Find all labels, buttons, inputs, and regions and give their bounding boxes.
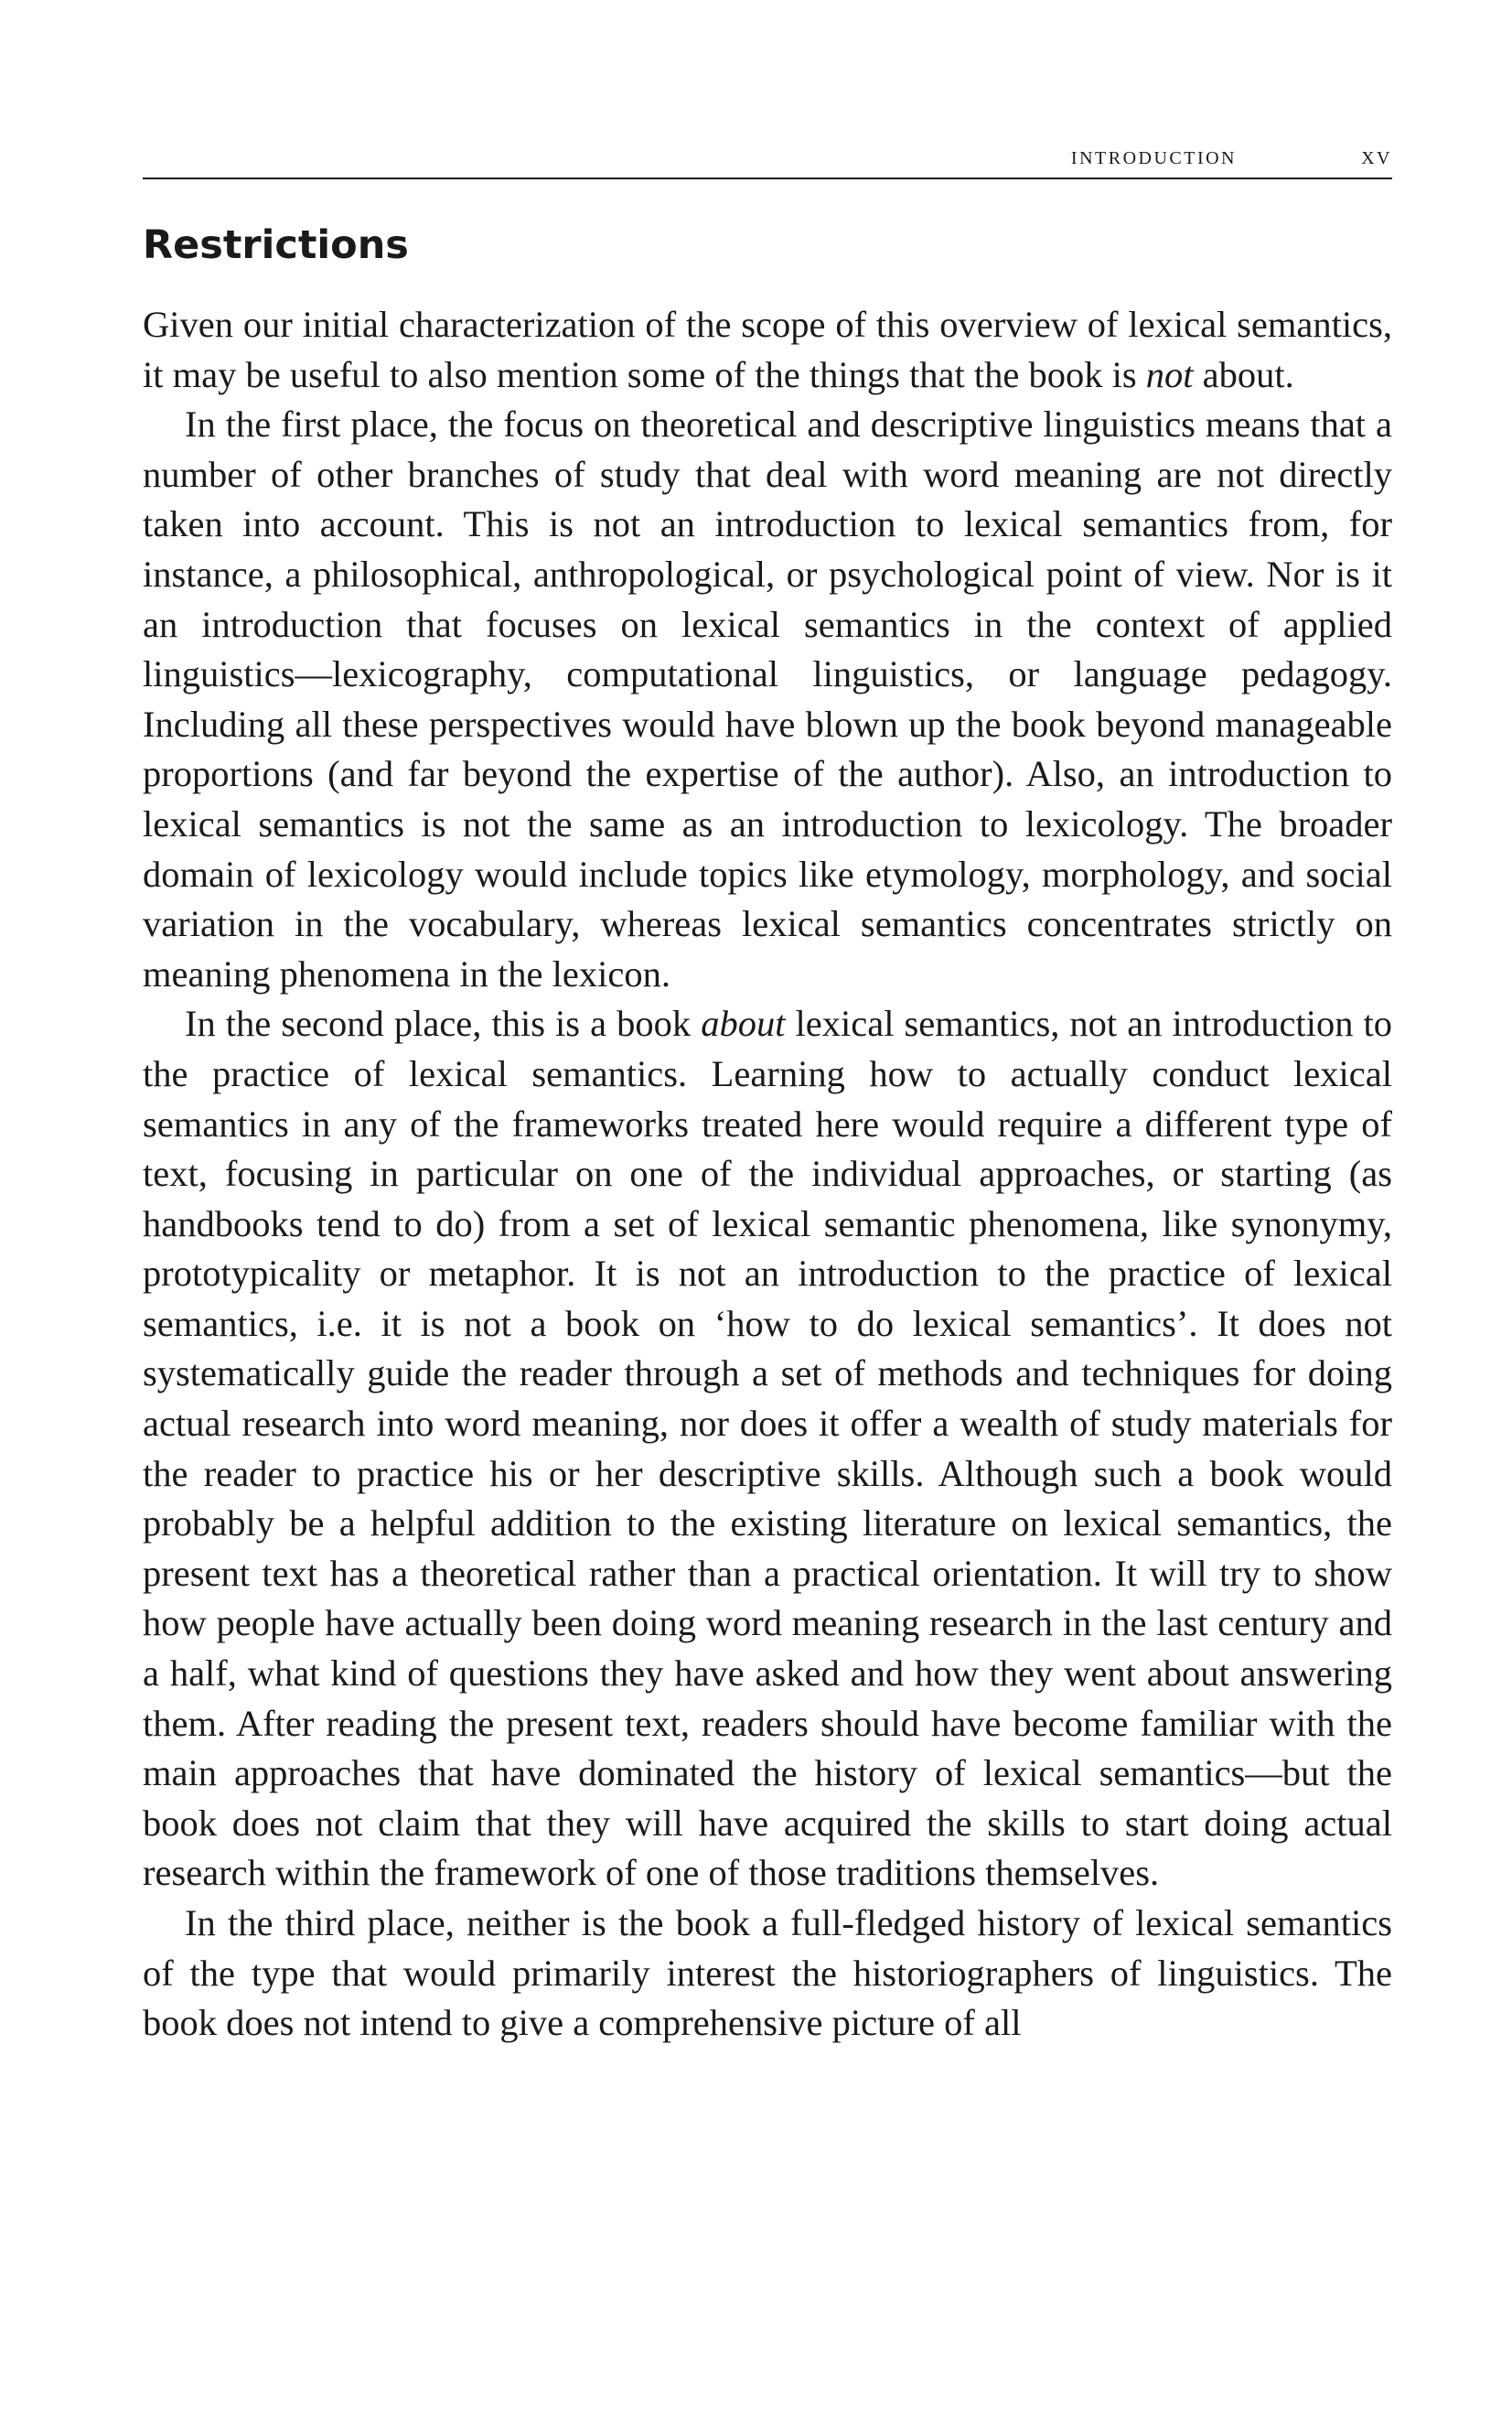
running-head-title: introduction bbox=[1070, 141, 1237, 170]
body-text bbox=[143, 300, 1392, 2049]
page-number: xv bbox=[1361, 141, 1392, 170]
section-heading: Restrictions bbox=[143, 222, 409, 268]
running-head bbox=[143, 137, 1392, 179]
paragraph-1-text-b: about. bbox=[1193, 353, 1294, 395]
paragraph-1-emphasis: not bbox=[1145, 353, 1194, 395]
paragraph-4: In the third place, neither is the book a full-fledged history of lexical semantics of the type that would primarily interest the historiographers of linguistics. The book does not intend to give a comprehensive picture of all bbox=[143, 1902, 1392, 2044]
paragraph-3 bbox=[143, 999, 1392, 1899]
paragraph-2: In the first place, the focus on theoretical and descriptive linguistics means that a number of other branches of study that deal with word meaning are not directly taken into account. This is not an introduction to lexical semantics from, for instance, a philosophical, anthropological, or psychological point of view. Nor is it an introduction that focuses on lexical semantics in the context of applied linguistics—lexicography, computational linguistics, or language pedagogy. Including all these perspectives would have blown up the book beyond manageable proportions (and far beyond the expertise of the author). Also, an introduction to lexical semantics is not the same as an introduction to lexicology. The broader domain of lexicology would include topics like etymology, morphology, and social variation in the vocabulary, whereas lexical semantics concentrates strictly on meaning phenomena in the lexicon. bbox=[143, 404, 1392, 995]
paragraph-3-text-a: In the second place, this is a book bbox=[185, 1003, 702, 1045]
paragraph-3-emphasis: about bbox=[701, 1003, 786, 1045]
paragraph-1 bbox=[143, 300, 1392, 400]
paragraph-1-text-a: Given our initial characterization of the scope of this overview of lexical semantics, it may be useful to also mention some of the things that the book is bbox=[143, 304, 1392, 395]
paragraph-3-text-b: lexical semantics, not an introduction to the practice of lexical semantics. Learning how to actually conduct lexical semantics in any of the frameworks treated here would require a different type of text, focusing in particular on one of the individual approaches, or starting (as handbooks tend to do) from a set of lexical semantic phenomena, like synonymy, prototypicality or metaphor. It is not an introduction to the practice of lexical semantics, i.e. it is not a book on ‘how to do lexical semantics’. It does not systematically guide the reader through a set of methods and techniques for doing actual research into word meaning, nor does it offer a wealth of study materials for the reader to practice his or her descriptive skills. Although such a book would probably be a helpful addition to the existing literature on lexical semantics, the present text has a theoretical rather than a practical orientation. It will try to show how people have actually been doing word meaning research in the last century and a half, what kind of questions they have asked and how they went about answering them. After reading the present text, readers should have become familiar with the main approaches that have dominated the history of lexical semantics—but the book does not claim that they will have acquired the skills to start doing actual research within the framework of one of those traditions themselves. bbox=[143, 1003, 1392, 1894]
